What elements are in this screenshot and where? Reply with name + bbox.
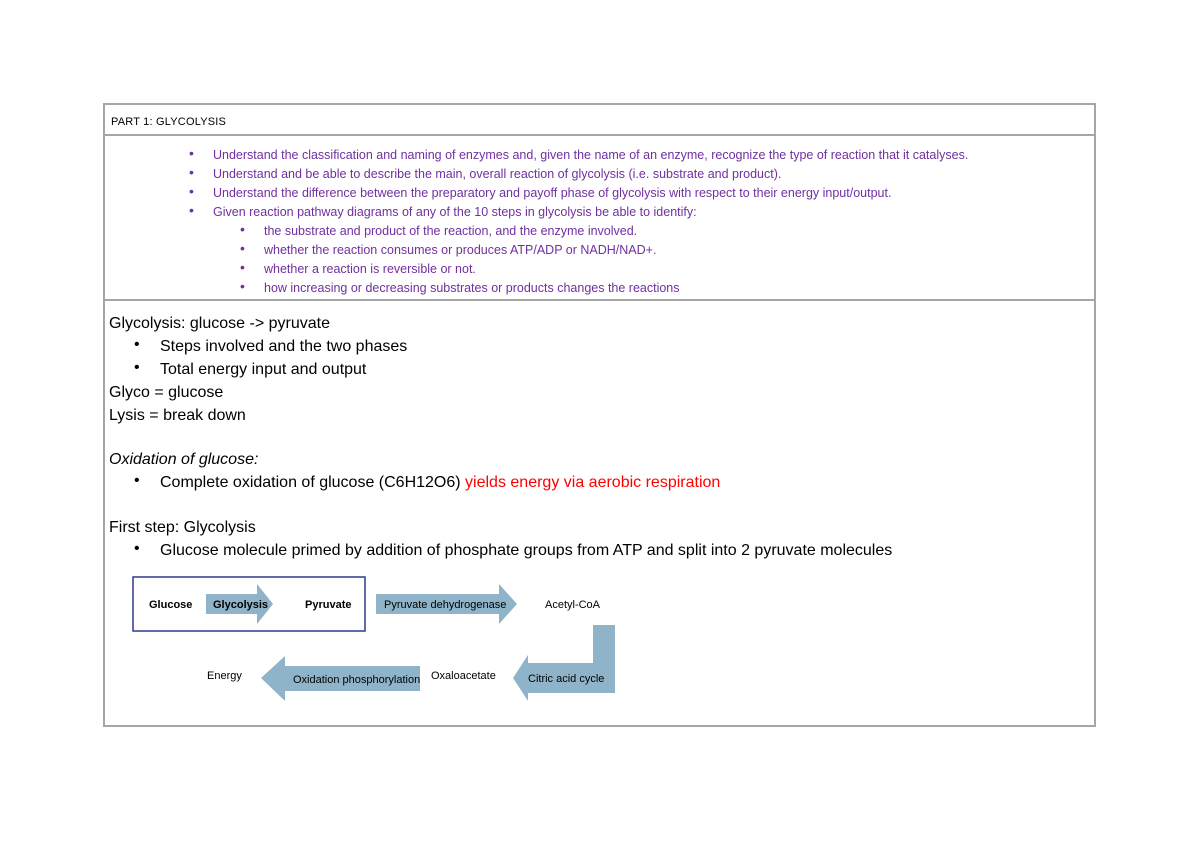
bullet-icon: • — [240, 240, 245, 256]
sub-objective-item: • how increasing or decreasing substrates or products changes the reactions — [240, 278, 680, 295]
notes-body — [105, 301, 1094, 727]
highlighted-text: yields energy via aerobic respiration — [465, 474, 721, 491]
sub-objective-item: • whether a reaction is reversible or not. — [240, 259, 476, 276]
bullet-icon: • — [240, 278, 245, 294]
first-step-heading: First step: Glycolysis — [109, 519, 256, 536]
sub-objective-item: • whether the reaction consumes or produces ATP/ADP or NADH/NAD+. — [240, 240, 657, 257]
bullet-icon: • — [189, 183, 194, 199]
energy-label: Energy — [207, 670, 242, 682]
objective-item: • Understand the difference between the preparatory and payoff phase of glycolysis with respect to their energy input/output. — [189, 183, 892, 200]
oxidation-bullet: Complete oxidation of glucose (C6H12O6) yields energy via aerobic respiration — [160, 474, 721, 491]
oxaloacetate-label: Oxaloacetate — [431, 670, 496, 682]
bullet-icon: • — [134, 359, 140, 376]
bullet-icon: • — [240, 259, 245, 275]
respiration-pathway-diagram — [131, 575, 651, 711]
pyruvate-label: Pyruvate — [305, 599, 352, 611]
bullet-icon: • — [134, 336, 140, 353]
oxidation-heading: Oxidation of glucose: — [109, 451, 259, 468]
citric-acid-cycle-arrow — [513, 625, 615, 701]
bullet-item: Total energy input and output — [160, 361, 367, 378]
notes-heading: Glycolysis: glucose -> pyruvate — [109, 315, 330, 332]
bullet-icon: • — [189, 202, 194, 218]
section-header-row — [105, 105, 1094, 136]
definition-lysis: Lysis = break down — [109, 407, 246, 424]
objective-item: • Understand and be able to describe the main, overall reaction of glycolysis (i.e. substrate and product). — [189, 164, 782, 181]
bullet-icon: • — [189, 164, 194, 180]
oxidation-phosphorylation-label: Oxidation phosphorylation — [293, 674, 421, 686]
objective-item: • Given reaction pathway diagrams of any of the 10 steps in glycolysis be able to identify: — [189, 202, 697, 219]
first-step-bullet: Glucose molecule primed by addition of phosphate groups from ATP and split into 2 pyruvate molecules — [160, 542, 893, 559]
definition-glyco: Glyco = glucose — [109, 384, 224, 401]
bullet-icon: • — [240, 221, 245, 237]
bullet-icon: • — [134, 540, 140, 557]
glucose-label: Glucose — [149, 599, 193, 611]
notes-table — [103, 103, 1096, 727]
objectives-row — [105, 136, 1094, 301]
pyruvate-dehydrogenase-label: Pyruvate dehydrogenase — [384, 599, 507, 611]
objective-item: • Understand the classification and naming of enzymes and, given the name of an enzyme, recognize the type of reaction that it catalyses. — [189, 145, 969, 162]
sub-objective-item: • the substrate and product of the reaction, and the enzyme involved. — [240, 221, 638, 238]
bullet-item: Steps involved and the two phases — [160, 338, 408, 355]
section-header: PART 1: GLYCOLYSIS — [111, 116, 227, 128]
glycolysis-label: Glycolysis — [213, 599, 269, 611]
bullet-icon: • — [134, 472, 140, 489]
acetyl-coa-label: Acetyl-CoA — [545, 599, 601, 611]
bullet-icon: • — [189, 145, 194, 161]
citric-acid-cycle-label: Citric acid cycle — [528, 673, 605, 685]
